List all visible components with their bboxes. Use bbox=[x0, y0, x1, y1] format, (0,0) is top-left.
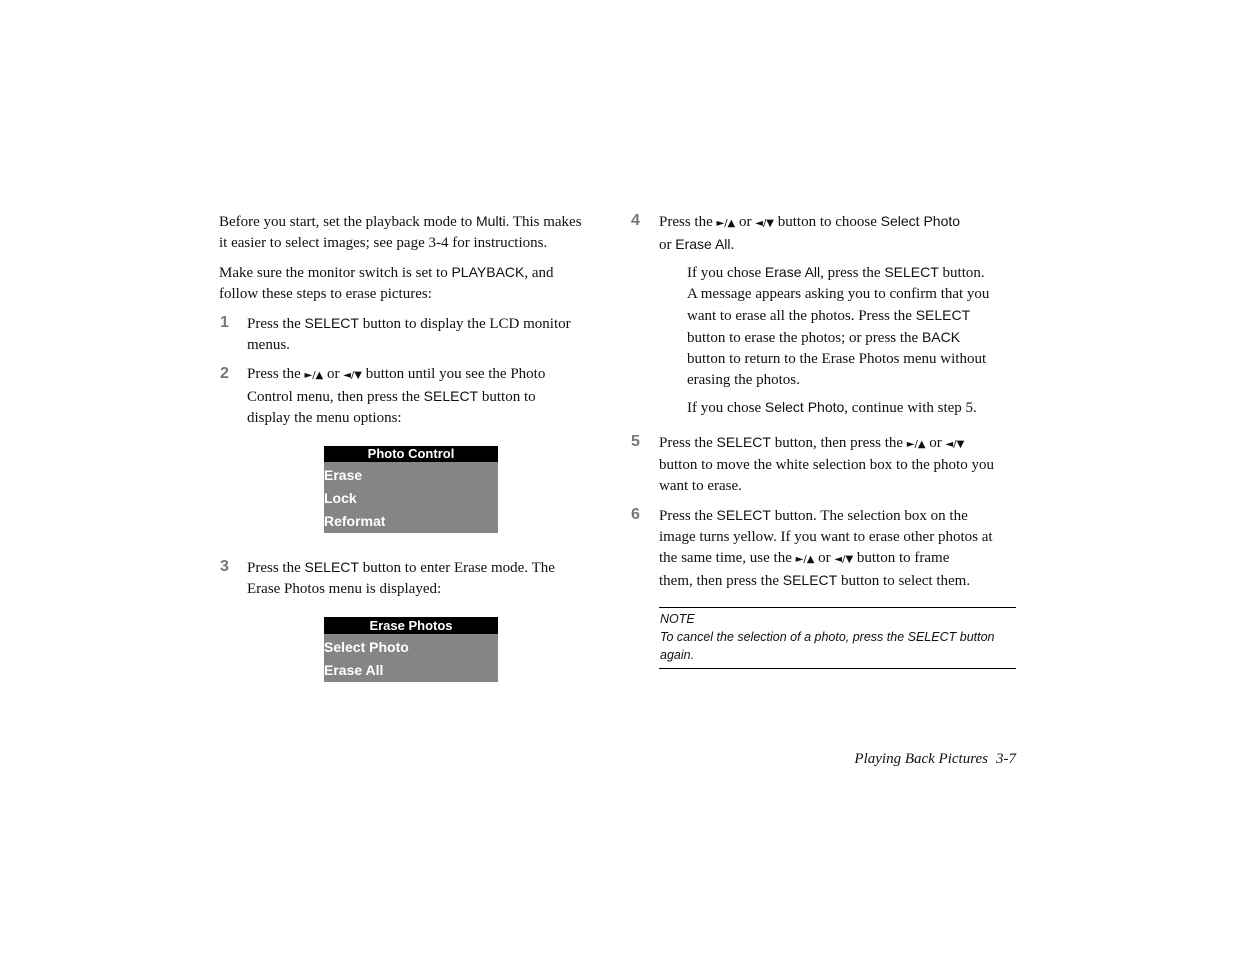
body-text: Press the bbox=[247, 366, 305, 382]
step-3 bbox=[219, 557, 555, 600]
monitor-switch-paragraph bbox=[219, 262, 554, 305]
photo-control-menu bbox=[324, 446, 498, 533]
erase-all-info-paragraph bbox=[687, 262, 989, 391]
setting-name-multi: Multi bbox=[476, 213, 506, 229]
menu-body bbox=[324, 462, 498, 533]
body-text: . This makes it easier to select images; see page 3-4 for instructions. bbox=[219, 214, 582, 251]
step-number: 4 bbox=[631, 212, 640, 229]
step-number: 3 bbox=[220, 558, 229, 575]
button-name-select: SELECT bbox=[304, 315, 359, 331]
body-text: button. The selection box on the image turns yellow. If you want to erase other photos at the same time, use the bbox=[659, 508, 993, 566]
menu-title: Erase Photos bbox=[324, 617, 498, 634]
body-text: , and follow these steps to erase pictures: bbox=[219, 265, 554, 302]
button-name-back: BACK bbox=[921, 329, 961, 345]
body-text: Press the bbox=[247, 316, 305, 332]
button-name-select: SELECT bbox=[782, 572, 838, 588]
button-name-select: SELECT bbox=[423, 388, 479, 404]
body-text: button to select them. bbox=[837, 573, 971, 589]
right-up-arrows-icon: ►/▲ bbox=[304, 370, 324, 381]
right-up-arrows-icon: ►/▲ bbox=[906, 439, 926, 450]
body-text: button, then press the bbox=[770, 435, 907, 451]
menu-item-lock: Lock bbox=[324, 490, 357, 506]
right-up-arrows-icon: ►/▲ bbox=[795, 554, 815, 565]
body-text: button to enter Erase mode. The Erase Photos menu is displayed: bbox=[247, 560, 555, 597]
step-text bbox=[247, 364, 545, 429]
button-name-select: SELECT bbox=[304, 559, 359, 575]
menu-option-erase-all: Erase All bbox=[675, 236, 731, 252]
step-2 bbox=[219, 364, 545, 429]
left-down-arrows-icon: ◄/▼ bbox=[343, 370, 362, 381]
menu-item-erase: Erase bbox=[324, 467, 363, 483]
note-box bbox=[659, 607, 1016, 669]
left-down-arrows-icon: ◄/▼ bbox=[834, 554, 854, 565]
body-text: . bbox=[730, 237, 735, 253]
intro-paragraph bbox=[219, 211, 582, 254]
note-label: NOTE bbox=[660, 612, 695, 626]
body-text: button to return to the Erase Photos menu without erasing the photos. bbox=[687, 351, 987, 388]
step-4 bbox=[630, 211, 960, 256]
body-text: Before you start, set the playback mode to bbox=[219, 214, 477, 230]
body-text: button to display the LCD monitor menus. bbox=[247, 316, 571, 353]
body-text: button to frame them, then press the bbox=[659, 550, 950, 589]
menu-option-erase-all: Erase All bbox=[764, 264, 821, 280]
note-text bbox=[660, 628, 1016, 664]
body-text: or bbox=[925, 435, 946, 451]
body-text: button to move the white selection box to the photo you want to erase. bbox=[659, 457, 994, 494]
step-number: 5 bbox=[631, 433, 640, 450]
step-text bbox=[659, 432, 994, 497]
body-text: button again. bbox=[660, 630, 995, 662]
menu-item-erase-all: Erase All bbox=[324, 662, 384, 678]
body-text: Press the bbox=[659, 435, 717, 451]
button-name-select: SELECT bbox=[915, 307, 971, 323]
step-text bbox=[659, 505, 993, 592]
left-down-arrows-icon: ◄/▼ bbox=[945, 439, 965, 450]
body-text: or bbox=[735, 214, 756, 230]
select-photo-info-paragraph bbox=[687, 397, 977, 419]
page-number: 3-7 bbox=[996, 751, 1016, 767]
body-text: button to choose bbox=[774, 214, 881, 230]
step-number: 1 bbox=[220, 314, 229, 331]
body-text: If you chose bbox=[687, 265, 765, 281]
erase-photos-menu bbox=[324, 617, 498, 682]
body-text: button. A message appears asking you to confirm that you want to erase all the photos. Press the bbox=[687, 265, 990, 324]
step-6 bbox=[630, 505, 993, 592]
menu-item-select-photo: Select Photo bbox=[324, 639, 409, 655]
menu-option-select-photo: Select Photo bbox=[764, 399, 845, 415]
chapter-title: Playing Back Pictures bbox=[854, 751, 988, 767]
menu-title: Photo Control bbox=[324, 446, 498, 462]
body-text: button until you see the Photo Control menu, then press the bbox=[247, 366, 546, 405]
body-text: Press the bbox=[247, 560, 305, 576]
step-1 bbox=[219, 313, 571, 356]
switch-position-playback: PLAYBACK bbox=[451, 264, 525, 280]
running-footer bbox=[854, 749, 1016, 770]
body-text: To cancel the selection of a photo, press the bbox=[660, 630, 908, 644]
menu-item-reformat: Reformat bbox=[324, 513, 386, 529]
body-text: or bbox=[323, 366, 344, 382]
body-text: button to display the menu options: bbox=[247, 389, 536, 426]
body-text: Make sure the monitor switch is set to bbox=[219, 265, 452, 281]
body-text: Press the bbox=[659, 508, 717, 524]
body-text: If you chose bbox=[687, 400, 765, 416]
body-text: or bbox=[659, 237, 672, 253]
step-text bbox=[659, 211, 960, 256]
step-number: 6 bbox=[631, 506, 640, 523]
step-text bbox=[247, 313, 571, 356]
left-down-arrows-icon: ◄/▼ bbox=[755, 218, 774, 229]
step-5 bbox=[630, 432, 994, 497]
button-name-select: SELECT bbox=[716, 434, 771, 450]
button-name-select: SELECT bbox=[716, 507, 771, 523]
step-number: 2 bbox=[220, 365, 229, 382]
body-text: button to erase the photos; or press the bbox=[687, 330, 919, 346]
body-text: Press the bbox=[659, 214, 717, 230]
body-text: , press the bbox=[820, 265, 885, 281]
button-name-select: SELECT bbox=[884, 264, 939, 280]
step-text bbox=[247, 557, 555, 600]
right-up-arrows-icon: ►/▲ bbox=[716, 218, 736, 229]
menu-body bbox=[324, 634, 498, 682]
button-name-select: SELECT bbox=[907, 630, 957, 644]
body-text: , continue with step 5. bbox=[844, 400, 977, 416]
menu-option-select-photo: Select Photo bbox=[880, 213, 961, 229]
body-text: or bbox=[814, 550, 835, 566]
